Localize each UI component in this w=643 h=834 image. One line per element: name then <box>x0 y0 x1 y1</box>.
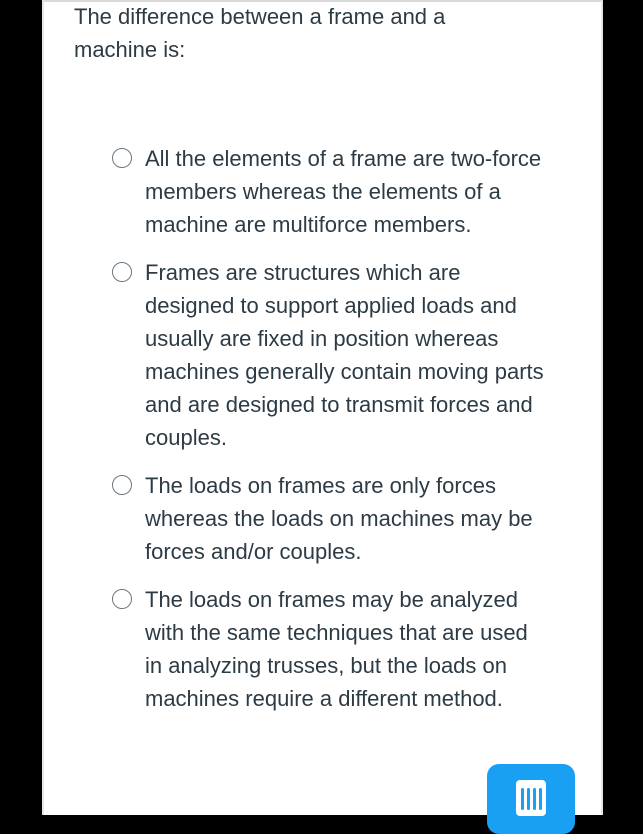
answer-option-3[interactable] <box>108 469 548 568</box>
document-fab-button[interactable] <box>487 764 575 834</box>
answer-option-2[interactable] <box>108 256 548 454</box>
question-text: The difference between a frame and a machine is: <box>74 4 446 62</box>
radio-unchecked-icon[interactable] <box>112 475 132 495</box>
answer-option-1[interactable] <box>108 142 548 241</box>
answer-option-label: Frames are structures which are designed to support applied loads and usually are fixed in position whereas machines generally contain moving parts and are designed to transmit forces and couples. <box>145 260 544 450</box>
radio-unchecked-icon[interactable] <box>112 589 132 609</box>
question-card <box>42 0 603 815</box>
answer-option-label: The loads on frames may be analyzed with the same techniques that are used in analyzing trusses, but the loads on machines require a different method. <box>145 587 528 711</box>
answer-option-label: The loads on frames are only forces whereas the loads on machines may be forces and/or couples. <box>145 473 533 564</box>
answer-option-4[interactable] <box>108 583 548 715</box>
answer-option-label: All the elements of a frame are two-force members whereas the elements of a machine are multiforce members. <box>145 146 542 237</box>
answer-options <box>108 142 548 730</box>
radio-unchecked-icon[interactable] <box>112 148 132 168</box>
document-icon <box>513 778 549 818</box>
radio-unchecked-icon[interactable] <box>112 262 132 282</box>
